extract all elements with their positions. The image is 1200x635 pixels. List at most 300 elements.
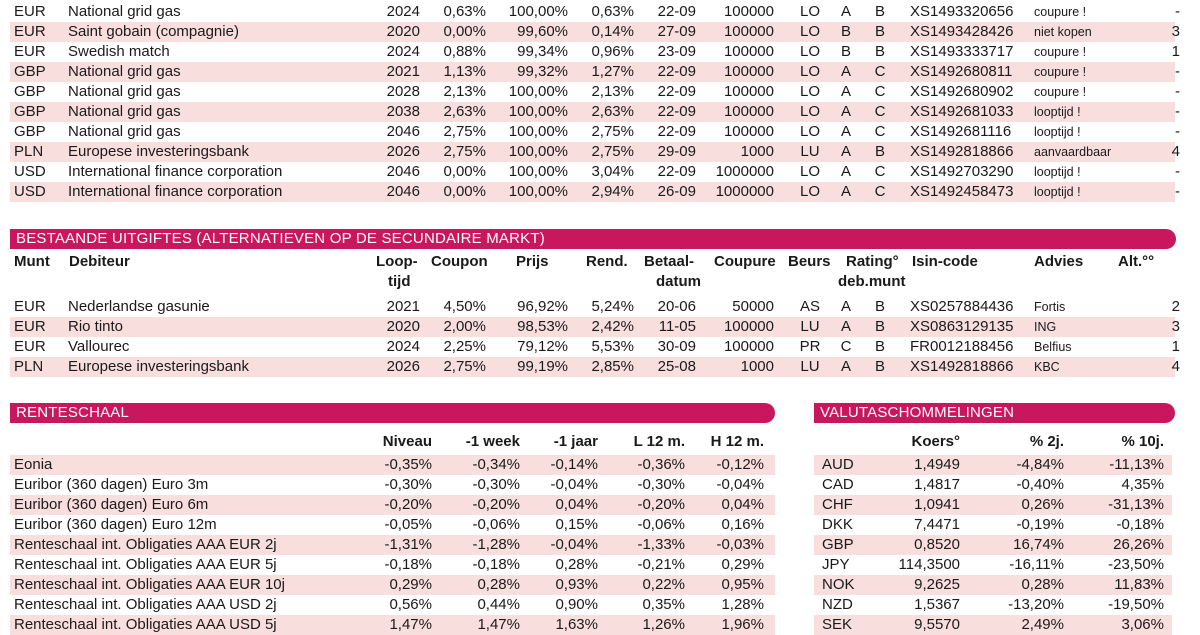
- cell-l12: 0,22%: [642, 576, 685, 593]
- cell-prijs: 99,60%: [517, 23, 568, 40]
- cell-l12: -0,20%: [637, 496, 685, 513]
- cell-h12: -0,12%: [716, 456, 764, 473]
- cell-beurs: LU: [800, 358, 820, 375]
- header-betaal: Betaal-: [644, 253, 695, 270]
- table-row: [10, 455, 775, 475]
- cell-name: Renteschaal int. Obligaties AAA EUR 5j: [14, 556, 277, 573]
- cell-coupure: 100000: [723, 3, 774, 20]
- cell-coupure: 100000: [723, 123, 774, 140]
- cell-rend: 2,94%: [591, 183, 634, 200]
- cell-beurs: LU: [800, 143, 820, 160]
- valuta-title-bar: [814, 403, 1175, 423]
- cell-rating: A: [840, 123, 851, 140]
- cell-munt-rating: B: [874, 3, 885, 20]
- cell-week: -0,20%: [472, 496, 520, 513]
- existing-issues-title-bar: [10, 229, 1176, 249]
- cell-munt: GBP: [14, 103, 46, 120]
- table-row: [814, 455, 1172, 475]
- cell-munt: PLN: [14, 358, 44, 375]
- cell-niveau: -0,30%: [384, 476, 432, 493]
- cell-coupon: 2,75%: [443, 358, 486, 375]
- header-looptijd-2: tijd: [388, 273, 411, 290]
- cell-isin: XS1493320656: [910, 3, 1014, 20]
- cell-niveau: 0,56%: [389, 596, 432, 613]
- table-row: [10, 22, 1180, 42]
- cell-advies: coupure !: [1034, 85, 1087, 99]
- cell-munt-rating: C: [874, 103, 886, 120]
- cell-10j: -23,50%: [1108, 556, 1164, 573]
- cell-alt: 4: [1171, 358, 1180, 375]
- cell-prijs: 100,00%: [508, 123, 568, 140]
- cell-prijs: 99,19%: [517, 358, 568, 375]
- cell-rating: A: [840, 298, 851, 315]
- cell-currency: SEK: [822, 616, 853, 633]
- cell-isin: XS1492681116: [910, 123, 1012, 140]
- cell-2j: -0,19%: [1016, 516, 1064, 533]
- cell-koers: 114,3500: [898, 556, 960, 573]
- cell-beurs: LO: [799, 63, 820, 80]
- cell-advies: KBC: [1034, 360, 1060, 374]
- cell-looptijd: 2046: [386, 183, 420, 200]
- cell-alt: -: [1175, 123, 1180, 140]
- cell-munt-rating: B: [874, 23, 885, 40]
- cell-10j: -11,13%: [1109, 456, 1164, 473]
- cell-jaar: -0,14%: [550, 456, 598, 473]
- table-row: [814, 495, 1172, 515]
- cell-advies: looptijd !: [1034, 185, 1081, 199]
- cell-isin: XS1493428426: [910, 23, 1014, 40]
- cell-munt-rating: C: [874, 183, 886, 200]
- cell-jaar: 0,28%: [555, 556, 598, 573]
- cell-name: Eonia: [14, 456, 53, 473]
- cell-name: Renteschaal int. Obligaties AAA EUR 10j: [14, 576, 285, 593]
- table-row: [10, 142, 1180, 162]
- cell-jaar: 0,93%: [555, 576, 598, 593]
- cell-isin: XS1492818866: [910, 143, 1014, 160]
- cell-week: 1,47%: [477, 616, 520, 633]
- cell-week: -0,30%: [472, 476, 520, 493]
- cell-betaal: 20-06: [657, 298, 696, 315]
- cell-rating: A: [840, 63, 851, 80]
- cell-rating: A: [840, 83, 851, 100]
- cell-rend: 3,04%: [591, 163, 634, 180]
- cell-munt: EUR: [14, 338, 46, 355]
- cell-debiteur: Europese investeringsbank: [68, 143, 249, 160]
- cell-beurs: LO: [799, 43, 820, 60]
- cell-coupon: 0,00%: [443, 23, 486, 40]
- renteschaal-title-bar: [10, 403, 775, 423]
- cell-munt-rating: B: [874, 338, 885, 355]
- cell-h12: 1,96%: [721, 616, 764, 633]
- cell-debiteur: International finance corporation: [68, 163, 283, 180]
- table-row: [814, 515, 1172, 535]
- cell-munt: EUR: [14, 298, 46, 315]
- cell-rating: B: [840, 23, 851, 40]
- cell-name: Euribor (360 dagen) Euro 3m: [14, 476, 209, 493]
- cell-niveau: 0,29%: [389, 576, 432, 593]
- table-row: [10, 182, 1180, 202]
- cell-l12: -1,33%: [637, 536, 685, 553]
- cell-niveau: -1,31%: [384, 536, 432, 553]
- cell-prijs: 100,00%: [508, 103, 568, 120]
- cell-looptijd: 2028: [386, 83, 420, 100]
- cell-beurs: LO: [799, 123, 820, 140]
- cell-coupon: 0,63%: [443, 3, 486, 20]
- cell-beurs: LO: [799, 183, 820, 200]
- cell-koers: 1,4817: [914, 476, 960, 493]
- cell-isin: XS0257884436: [910, 298, 1014, 315]
- cell-beurs: LU: [800, 318, 820, 335]
- cell-munt: USD: [14, 183, 46, 200]
- valuta-title: VALUTASCHOMMELINGEN: [820, 404, 1015, 421]
- header-debiteur: Debiteur: [69, 253, 130, 270]
- cell-munt-rating: C: [874, 123, 886, 140]
- cell-2j: -4,84%: [1016, 456, 1064, 473]
- cell-niveau: -0,35%: [384, 456, 432, 473]
- table-row: [10, 317, 1180, 337]
- cell-koers: 1,4949: [914, 456, 960, 473]
- table-row: [10, 122, 1180, 142]
- cell-10j: -19,50%: [1108, 596, 1164, 613]
- cell-koers: 7,4471: [914, 516, 960, 533]
- cell-week: -0,18%: [472, 556, 520, 573]
- cell-niveau: -0,20%: [384, 496, 432, 513]
- header-rend: Rend.: [586, 253, 628, 270]
- header-alt: Alt.°°: [1118, 253, 1155, 270]
- header-coupon: Coupon: [431, 253, 488, 270]
- cell-10j: -31,13%: [1108, 496, 1164, 513]
- cell-h12: 0,29%: [721, 556, 764, 573]
- cell-beurs: PR: [799, 338, 821, 355]
- cell-rend: 5,24%: [591, 298, 634, 315]
- cell-10j: 3,06%: [1121, 616, 1164, 633]
- cell-niveau: 1,47%: [389, 616, 432, 633]
- cell-looptijd: 2026: [386, 143, 420, 160]
- cell-munt: EUR: [14, 23, 46, 40]
- cell-2j: -0,40%: [1016, 476, 1064, 493]
- table-row: [10, 162, 1180, 182]
- cell-coupon: 2,13%: [443, 83, 486, 100]
- cell-munt: EUR: [14, 318, 46, 335]
- cell-isin: XS0863129135: [910, 318, 1014, 335]
- cell-rend: 2,63%: [591, 103, 634, 120]
- cell-betaal: 23-09: [657, 43, 696, 60]
- cell-munt-rating: B: [874, 298, 885, 315]
- cell-alt: -: [1175, 3, 1180, 20]
- cell-betaal: 25-08: [657, 358, 696, 375]
- cell-looptijd: 2024: [386, 3, 420, 20]
- cell-alt: -: [1175, 103, 1180, 120]
- cell-betaal: 22-09: [657, 3, 696, 20]
- table-row: [814, 615, 1172, 635]
- cell-alt: -: [1175, 183, 1180, 200]
- cell-betaal: 22-09: [657, 163, 696, 180]
- header-looptijd: Loop-: [376, 253, 418, 270]
- table-row: [10, 495, 775, 515]
- cell-munt-rating: B: [874, 318, 885, 335]
- cell-alt: 4: [1171, 143, 1180, 160]
- cell-h12: 0,04%: [721, 496, 764, 513]
- table-row: [10, 82, 1180, 102]
- cell-2j: 16,74%: [1013, 536, 1064, 553]
- cell-l12: 0,35%: [642, 596, 685, 613]
- cell-munt: EUR: [14, 3, 46, 20]
- table-row: [10, 62, 1180, 82]
- cell-koers: 1,5367: [914, 596, 960, 613]
- cell-10j: 4,35%: [1121, 476, 1164, 493]
- cell-l12: -0,06%: [637, 516, 685, 533]
- cell-rend: 2,85%: [591, 358, 634, 375]
- header-advies: Advies: [1034, 253, 1084, 270]
- cell-10j: 26,26%: [1113, 536, 1164, 553]
- cell-2j: -13,20%: [1008, 596, 1064, 613]
- cell-rend: 2,42%: [591, 318, 634, 335]
- cell-name: Renteschaal int. Obligaties AAA EUR 2j: [14, 536, 277, 553]
- cell-rend: 0,96%: [591, 43, 634, 60]
- table-row: [10, 297, 1180, 317]
- cell-beurs: LO: [799, 23, 820, 40]
- cell-prijs: 100,00%: [508, 83, 568, 100]
- cell-alt: 1: [1171, 338, 1180, 355]
- cell-coupon: 0,00%: [443, 163, 486, 180]
- cell-week: 0,44%: [477, 596, 520, 613]
- cell-advies: aanvaardbaar: [1034, 145, 1112, 159]
- renteschaal-title: RENTESCHAAL: [16, 404, 130, 421]
- cell-debiteur: Saint gobain (compagnie): [68, 23, 239, 40]
- cell-beurs: AS: [799, 298, 820, 315]
- cell-betaal: 22-09: [657, 103, 696, 120]
- cell-coupon: 2,75%: [443, 143, 486, 160]
- cell-isin: FR0012188456: [910, 338, 1014, 355]
- cell-munt-rating: B: [874, 43, 885, 60]
- cell-debiteur: Vallourec: [68, 338, 130, 355]
- renteschaal-header: [10, 432, 775, 452]
- cell-h12: 0,95%: [721, 576, 764, 593]
- table-row: [10, 555, 775, 575]
- cell-debiteur: Europese investeringsbank: [68, 358, 249, 375]
- cell-beurs: LO: [799, 103, 820, 120]
- cell-debiteur: National grid gas: [68, 3, 181, 20]
- cell-name: Renteschaal int. Obligaties AAA USD 5j: [14, 616, 277, 633]
- cell-munt: GBP: [14, 63, 46, 80]
- table-row: [10, 615, 775, 635]
- table-row: [814, 535, 1172, 555]
- cell-advies: Belfius: [1034, 340, 1072, 354]
- cell-name: Euribor (360 dagen) Euro 6m: [14, 496, 209, 513]
- cell-isin: XS1492680902: [910, 83, 1014, 100]
- cell-advies: ING: [1034, 320, 1057, 334]
- table-row: [10, 337, 1180, 357]
- cell-debiteur: National grid gas: [68, 63, 181, 80]
- cell-isin: XS1493333717: [910, 43, 1014, 60]
- cell-prijs: 99,32%: [517, 63, 568, 80]
- cell-rend: 1,27%: [591, 63, 634, 80]
- table-row: [10, 535, 775, 555]
- cell-coupure: 1000: [740, 358, 774, 375]
- cell-looptijd: 2024: [386, 43, 420, 60]
- cell-advies: looptijd !: [1034, 105, 1081, 119]
- cell-coupure: 50000: [732, 298, 774, 315]
- cell-debiteur: Rio tinto: [68, 318, 124, 335]
- cell-munt: USD: [14, 163, 46, 180]
- header-week: -1 week: [465, 433, 520, 450]
- cell-looptijd: 2021: [386, 63, 420, 80]
- cell-looptijd: 2046: [386, 163, 420, 180]
- cell-week: 0,28%: [477, 576, 520, 593]
- cell-advies: looptijd !: [1034, 125, 1081, 139]
- header-rating-2: deb.munt: [838, 273, 906, 290]
- cell-rend: 5,53%: [591, 338, 634, 355]
- cell-rend: 0,14%: [591, 23, 634, 40]
- header-koers: Koers°: [911, 433, 960, 450]
- cell-betaal: 22-09: [657, 123, 696, 140]
- table-row: [10, 475, 775, 495]
- existing-issues-header: [10, 252, 1190, 292]
- cell-betaal: 29-09: [657, 143, 696, 160]
- cell-week: -0,34%: [472, 456, 520, 473]
- cell-l12: -0,30%: [637, 476, 685, 493]
- cell-rating: A: [840, 358, 851, 375]
- valuta-header: [814, 432, 1174, 452]
- cell-betaal: 11-05: [658, 318, 696, 335]
- cell-rating: A: [840, 143, 851, 160]
- cell-niveau: -0,05%: [384, 516, 432, 533]
- cell-debiteur: Nederlandse gasunie: [68, 298, 210, 315]
- header-coupure: Coupure: [714, 253, 776, 270]
- cell-currency: AUD: [822, 456, 854, 473]
- cell-looptijd: 2020: [386, 318, 420, 335]
- cell-debiteur: Swedish match: [68, 43, 170, 60]
- header-betaal-2: datum: [656, 273, 701, 290]
- cell-prijs: 100,00%: [508, 143, 568, 160]
- cell-coupure: 100000: [723, 338, 774, 355]
- cell-10j: 11,83%: [1114, 576, 1164, 593]
- cell-currency: NOK: [822, 576, 855, 593]
- cell-coupure: 100000: [723, 83, 774, 100]
- cell-alt: 2: [1171, 298, 1180, 315]
- cell-currency: CAD: [822, 476, 854, 493]
- cell-coupon: 0,00%: [443, 183, 486, 200]
- cell-isin: XS1492680811: [910, 63, 1013, 80]
- cell-currency: NZD: [822, 596, 853, 613]
- cell-rend: 2,75%: [591, 143, 634, 160]
- cell-coupon: 0,88%: [443, 43, 486, 60]
- cell-munt-rating: C: [874, 63, 886, 80]
- cell-rating: A: [840, 103, 851, 120]
- cell-rating: A: [840, 163, 851, 180]
- cell-advies: coupure !: [1034, 45, 1087, 59]
- header-l12: L 12 m.: [633, 433, 685, 450]
- header-munt: Munt: [14, 253, 50, 270]
- cell-beurs: LO: [799, 3, 820, 20]
- cell-coupure: 1000: [740, 143, 774, 160]
- table-row: [814, 575, 1172, 595]
- cell-advies: niet kopen: [1034, 25, 1092, 39]
- cell-currency: GBP: [822, 536, 854, 553]
- cell-advies: Fortis: [1034, 300, 1066, 314]
- cell-l12: -0,36%: [637, 456, 685, 473]
- header-10j: % 10j.: [1121, 433, 1164, 450]
- cell-alt: -: [1175, 83, 1180, 100]
- cell-h12: -0,03%: [716, 536, 764, 553]
- cell-coupure: 1000000: [715, 183, 774, 200]
- cell-currency: JPY: [822, 556, 850, 573]
- header-beurs: Beurs: [788, 253, 831, 270]
- cell-currency: CHF: [822, 496, 853, 513]
- cell-advies: coupure !: [1034, 65, 1087, 79]
- cell-jaar: 0,90%: [555, 596, 598, 613]
- cell-name: Renteschaal int. Obligaties AAA USD 2j: [14, 596, 277, 613]
- cell-advies: coupure !: [1034, 5, 1087, 19]
- table-row: [10, 42, 1180, 62]
- cell-h12: 1,28%: [721, 596, 764, 613]
- cell-betaal: 22-09: [657, 83, 696, 100]
- table-row: [814, 475, 1172, 495]
- cell-2j: -16,11%: [1009, 556, 1064, 573]
- cell-coupon: 2,25%: [443, 338, 486, 355]
- table-row: [10, 102, 1180, 122]
- cell-rend: 0,63%: [591, 3, 634, 20]
- header-2j: % 2j.: [1029, 433, 1064, 450]
- header-prijs: Prijs: [516, 253, 549, 270]
- cell-coupure: 100000: [723, 63, 774, 80]
- cell-betaal: 30-09: [657, 338, 696, 355]
- cell-koers: 1,0941: [914, 496, 960, 513]
- cell-2j: 2,49%: [1021, 616, 1064, 633]
- cell-prijs: 100,00%: [508, 183, 568, 200]
- cell-coupure: 1000000: [715, 163, 774, 180]
- cell-betaal: 22-09: [657, 63, 696, 80]
- cell-coupon: 2,63%: [443, 103, 486, 120]
- cell-koers: 0,8520: [914, 536, 960, 553]
- cell-prijs: 100,00%: [508, 163, 568, 180]
- cell-week: -0,06%: [472, 516, 520, 533]
- table-row: [10, 595, 775, 615]
- cell-currency: DKK: [822, 516, 853, 533]
- cell-h12: -0,04%: [716, 476, 764, 493]
- cell-looptijd: 2021: [386, 298, 420, 315]
- cell-looptijd: 2038: [386, 103, 420, 120]
- cell-munt-rating: C: [874, 163, 886, 180]
- cell-rend: 2,75%: [591, 123, 634, 140]
- cell-jaar: 0,04%: [555, 496, 598, 513]
- cell-prijs: 100,00%: [508, 3, 568, 20]
- cell-l12: -0,21%: [637, 556, 685, 573]
- cell-debiteur: National grid gas: [68, 103, 181, 120]
- table-row: [10, 2, 1180, 22]
- cell-betaal: 26-09: [657, 183, 696, 200]
- table-row: [10, 515, 775, 535]
- cell-rating: A: [840, 318, 851, 335]
- cell-isin: XS1492681033: [910, 103, 1014, 120]
- cell-jaar: -0,04%: [550, 536, 598, 553]
- header-jaar: -1 jaar: [553, 433, 598, 450]
- cell-coupon: 1,13%: [443, 63, 486, 80]
- cell-2j: 0,26%: [1021, 496, 1064, 513]
- cell-niveau: -0,18%: [384, 556, 432, 573]
- cell-alt: 3: [1171, 318, 1180, 335]
- cell-debiteur: National grid gas: [68, 83, 181, 100]
- existing-issues-title: BESTAANDE UITGIFTES (ALTERNATIEVEN OP DE SECUNDAIRE MARKT): [16, 230, 545, 247]
- cell-munt: GBP: [14, 123, 46, 140]
- cell-looptijd: 2046: [386, 123, 420, 140]
- cell-looptijd: 2024: [386, 338, 420, 355]
- cell-coupure: 100000: [723, 318, 774, 335]
- cell-alt: 1: [1171, 43, 1180, 60]
- cell-looptijd: 2020: [386, 23, 420, 40]
- cell-rating: B: [840, 43, 851, 60]
- cell-rating: A: [840, 183, 851, 200]
